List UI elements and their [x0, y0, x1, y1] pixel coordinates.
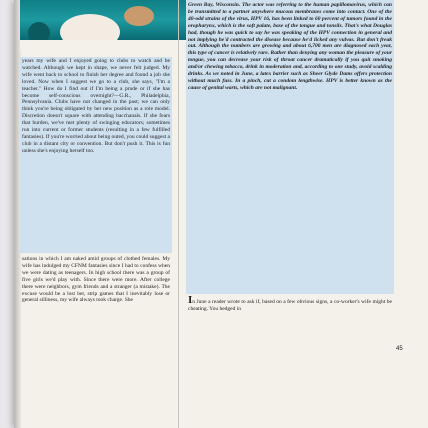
column-left-top [22, 58, 170, 155]
photo-figure [60, 14, 120, 40]
photo-caption-gap [20, 40, 188, 50]
drop-cap: I [188, 294, 193, 306]
reader-letter-text: sations in which I am naked amid groups of clothed females. My wife has indulged my CFNM fantasies since I had to confess when we were dating as teenagers. In high school there was a group of five girls we'd play with. Since there were more. After college there were neighbors, gym friends and a stranger (a mistake). The excuse would be a lost bet, strip games that I inevitably lose or general silliness, my wife always took charge. She [22, 256, 170, 304]
column-right-top [188, 2, 392, 92]
advisor-answer-text: Green Bay, Wisconsin. The actor was referring to the human papillomavirus, which can be transmitted to a partner anywhere mucous membranes come into contact. One of the 40-odd strains of the virus, HPV 16, has been linked to 60 percent of tumors found in the oropharynx, which is the soft palate, base of the tongue and tonsils. That's what Douglas had, though he was quick to say he was speaking of the HPV connection in general and not implying he'd contracted the disease because he'd licked any vulvas. But don't freak out. Although the numbers are growing and about 6,700 men are diagnosed each year, this type of cancer is relatively rare. Rather than denying any woman the pleasure of your tongue, you can decrease your risk of throat cancer dramatically if you quit smoking and/or chewing tobacco, drink in moderation and, according to one study, avoid scalding drinks. As we noted in June, a latex barrier such as Sheer Glyde Dams offers protection without much fuss. In a pinch, cut a condom lengthwise. HPV is better known as the cause of genital warts, which are not malignant. [188, 2, 392, 91]
column-rule [178, 0, 179, 428]
column-left-bottom [22, 256, 170, 304]
article-photo [20, 0, 188, 40]
page-number: 45 [396, 346, 403, 352]
reader-letter-text: years my wife and I enjoyed going to clubs to watch and be watched. Although we kept in shape, we never felt judged. My wife went back to school to finish her degree and found a job she loved. Now when I suggest we go to a club, she says, "I'm a teacher." How do I find out if I'm being a prude or if she has become self-conscious overnight?—G.R., Philadelphia, Pennsylvania. Clubs have not changed in the past; we can only think you're being obligated by her new position as a role model. Discretion doesn't square with attending bacchanals. If she fears that burden, we've met plenty of swinging educators; sometimes run into current or former students (resulting in a few fulfilled fantasies). If you're worried about being outed, you could suggest a club in a distant city or convention. But don't push it. This is fun unless she's enjoying herself too. [22, 58, 170, 154]
column-right-bottom [188, 294, 392, 313]
photo-figure [28, 22, 50, 40]
photo-figure [124, 6, 154, 26]
letter-body: n June a reader wrote to ask if, based on a few obvious signs, a co-worker's wife might be cheating. You hedged in [188, 299, 392, 312]
reader-letter-text [188, 294, 392, 313]
